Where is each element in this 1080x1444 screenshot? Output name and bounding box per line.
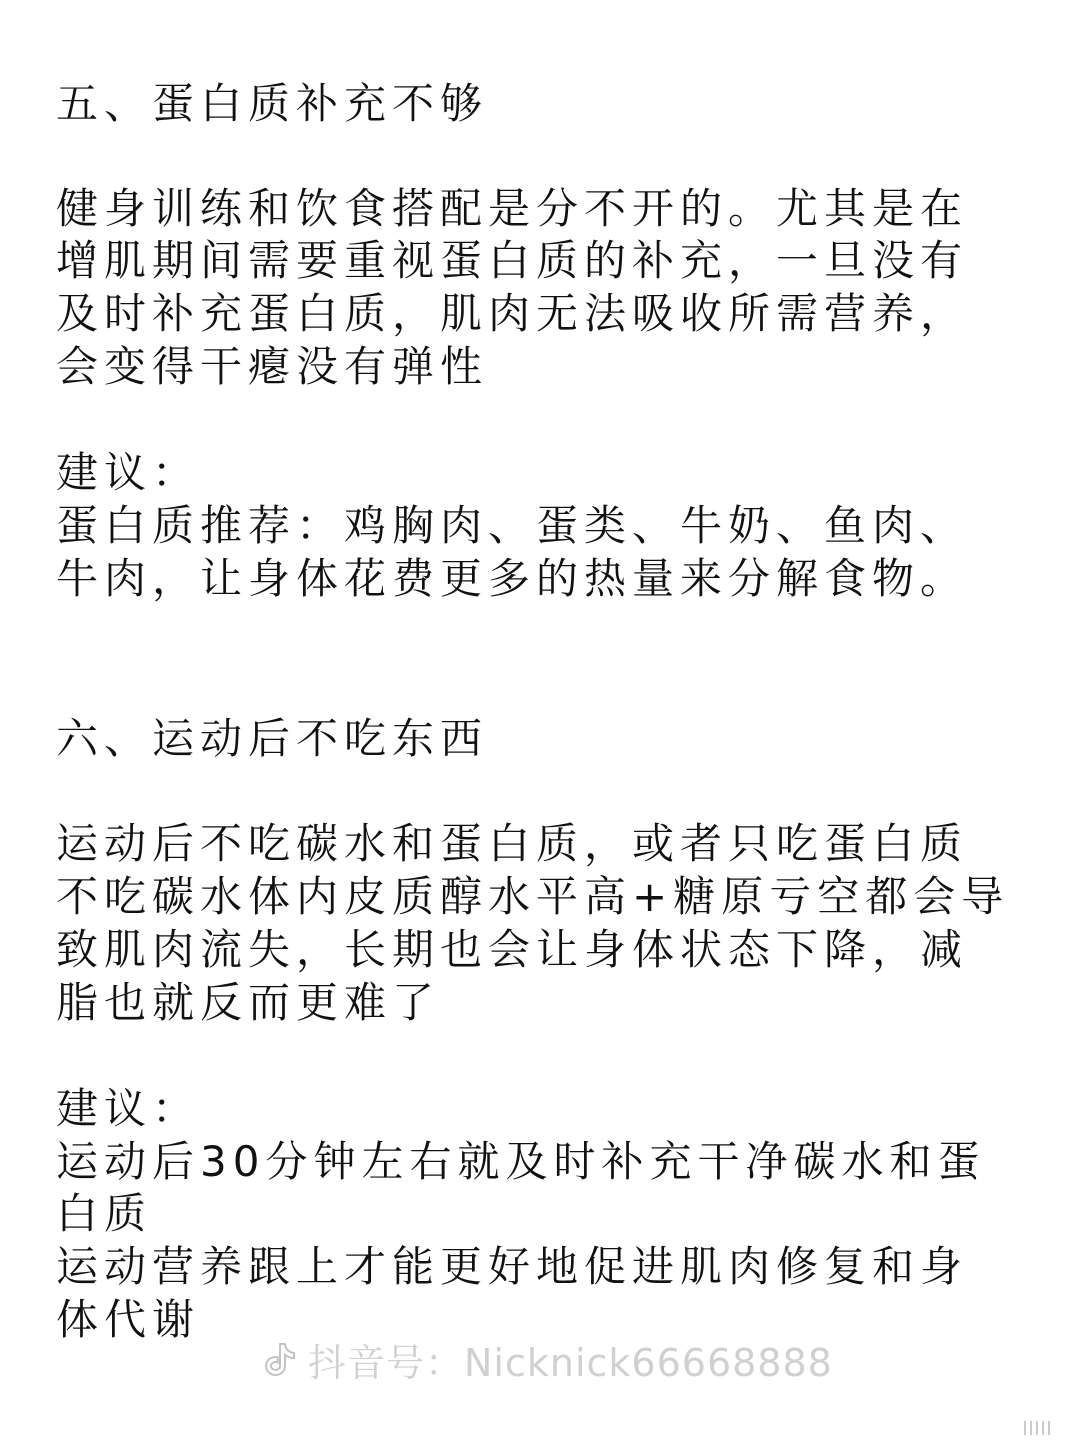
section6-advice-line-1: 运动后30分钟左右就及时补充干净碳水和蛋 [56,1137,986,1186]
section6-advice-line-2: 白质 [56,1189,153,1238]
section6-advice-line-3: 运动营养跟上才能更好地促进肌肉修复和身 [56,1242,969,1291]
section6-title: 六、运动后不吃东西 [56,714,489,763]
section6-body-line-2: 不吃碳水体内皮质醇水平高+糖原亏空都会导 [56,872,1010,921]
section6-body-line-4: 脂也就反而更难了 [56,978,441,1027]
section5-advice-label: 建议： [56,448,201,497]
section5-advice-line-2: 牛肉，让身体花费更多的热量来分解食物。 [56,554,969,603]
corner-marks [1024,1421,1050,1435]
section6-body-line-3: 致肌肉流失，长期也会让身体状态下降，减 [56,925,969,974]
section6-body-line-1: 运动后不吃碳水和蛋白质，或者只吃蛋白质 [56,819,969,868]
watermark-text: 抖音号：Nicknick66668888 [308,1340,833,1385]
section5-body-line-1: 健身训练和饮食搭配是分不开的。尤其是在 [56,184,969,233]
section5-body-line-3: 及时补充蛋白质，肌肉无法吸收所需营养， [56,289,969,338]
watermark [258,1335,833,1383]
section6-advice-line-4: 体代谢 [56,1295,201,1344]
section6-advice-label: 建议： [56,1084,201,1133]
section5-body-line-2: 增肌期间需要重视蛋白质的补充，一旦没有 [56,236,969,285]
tiktok-note-icon [258,1339,298,1379]
section5-body-line-4: 会变得干瘪没有弹性 [56,342,489,391]
section5-title: 五、蛋白质补充不够 [56,79,489,128]
section5-advice-line-1: 蛋白质推荐：鸡胸肉、蛋类、牛奶、鱼肉、 [56,501,969,550]
